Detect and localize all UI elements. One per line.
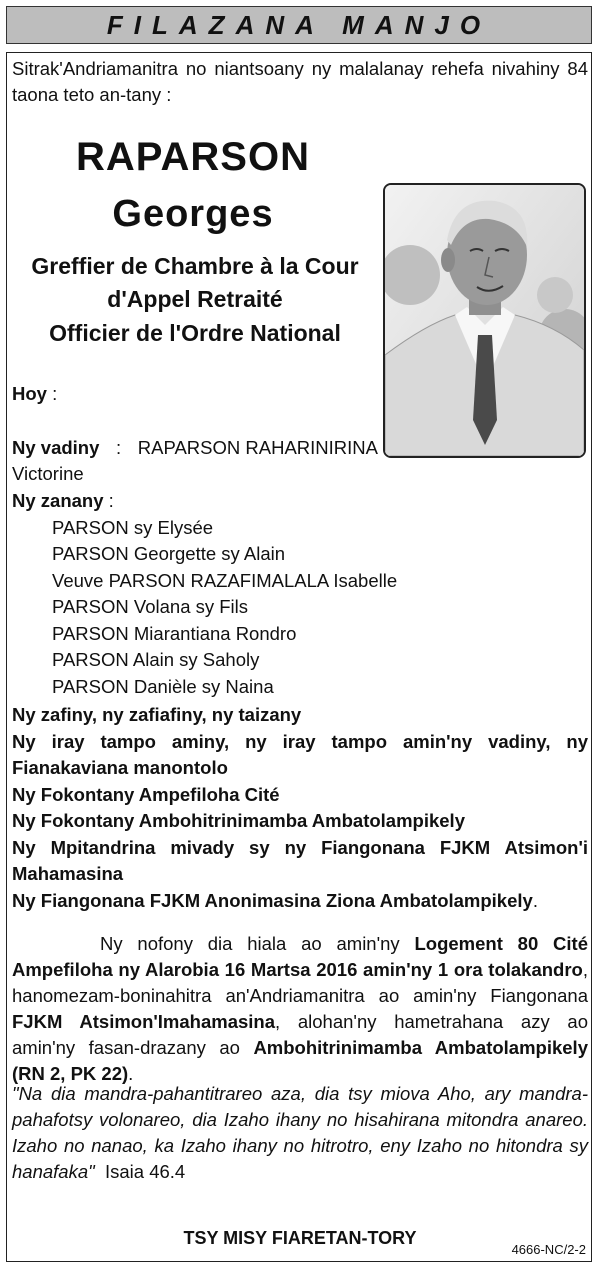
funeral-paragraph [12, 931, 588, 1087]
spouse-line [12, 435, 378, 461]
header-title: FILAZANA MANJO [106, 9, 492, 40]
children-heading [12, 488, 114, 514]
header-banner [6, 6, 592, 44]
fokontany-2: Ny Fokontany Ambohitrinimamba Ambatolampikely [12, 810, 465, 831]
hoy-label: Hoy [12, 383, 47, 404]
funeral-church: FJKM Atsimon'Imahamasina [12, 1011, 276, 1032]
reference-code: 4666-NC/2-2 [511, 1242, 586, 1257]
relatives-line: Ny iray tampo aminy, ny iray tampo amin'ny vadiny, ny Fianakaviana manontolo [12, 731, 588, 778]
spouse-name-2: Victorine [12, 463, 84, 484]
child-2: PARSON Georgette sy Alain [52, 543, 286, 564]
child-5: PARSON Miarantiana Rondro [52, 623, 297, 644]
funeral-p3: , hanomezam-boninahitra an'Andriamanitra ao amin'ny Fiangonana [12, 959, 588, 1006]
children-suffix: : [103, 490, 114, 511]
portrait-photo [383, 183, 586, 458]
spouse-name: RAPARSON RAHARINIRINA [137, 437, 378, 458]
spouse-label: Ny vadiny [12, 437, 100, 458]
funeral-location-time: Logement 80 Cité Ampefiloha ny Alarobia 16 Martsa 2016 amin'ny 1 ora tolakandro [12, 933, 588, 980]
portrait-icon [385, 185, 584, 456]
fiangonana-end: . [532, 890, 538, 911]
deceased-title-2: d'Appel Retraité [107, 286, 283, 312]
deceased-firstname: Georges [112, 193, 274, 235]
fokontany-1: Ny Fokontany Ampefiloha Cité [12, 784, 280, 805]
funeral-p5: , alohan'ny hametrahana azy ao amin'ny fasan-drazany ao [12, 1011, 589, 1058]
child-7: PARSON Danièle sy Naina [52, 676, 274, 697]
child-6: PARSON Alain sy Saholy [52, 649, 260, 670]
intro-text: Sitrak'Andriamanitra no niantsoany ny malalanay rehefa nivahiny 84 taona teto an-tany : [12, 58, 588, 105]
spouse-sep: : [116, 437, 122, 458]
deceased-title-3: Officier de l'Ordre National [49, 320, 341, 346]
funeral-p7: . [128, 1063, 134, 1084]
child-4: PARSON Volana sy Fils [52, 596, 249, 617]
child-1: PARSON sy Elysée [52, 517, 214, 538]
quote-reference: Isaia 46.4 [104, 1161, 186, 1182]
funeral-burial-place: Ambohitrinimamba Ambatolampikely (RN 2, PK 22) [12, 1037, 588, 1084]
children-label: Ny zanany [12, 490, 104, 511]
quote-text: "Na dia mandra-pahantitrareo aza, dia tsy miova Aho, ary mandra-pahafotsy volonareo, dia Izaho ihany no hisahirana mitondra anareo. Izaho no nanao, ka Izaho ihany no hitrotro, eny Izaho no hitondra sy hanafaka" [12, 1083, 588, 1182]
fiangonana-line [12, 888, 538, 914]
bible-quote [12, 1081, 588, 1185]
deceased-surname: RAPARSON [76, 135, 310, 179]
fiangonana-name: Ny Fiangonana FJKM Anonimasina Ziona Ambatolampikely [12, 890, 533, 911]
grandchildren-line: Ny zafiny, ny zafiafiny, ny taizany [12, 704, 302, 725]
hoy-line [12, 381, 57, 407]
child-3: Veuve PARSON RAZAFIMALALA Isabelle [52, 570, 398, 591]
mpitandrina-line: Ny Mpitandrina mivady sy ny Fiangonana FJKM Atsimon'i Mahamasina [12, 837, 588, 884]
funeral-p1: Ny nofony dia hiala ao amin'ny [100, 933, 415, 954]
no-flowers-notice: TSY MISY FIARETAN-TORY [183, 1228, 417, 1248]
deceased-title-1: Greffier de Chambre à la Cour [31, 253, 359, 279]
hoy-suffix: : [46, 383, 58, 404]
